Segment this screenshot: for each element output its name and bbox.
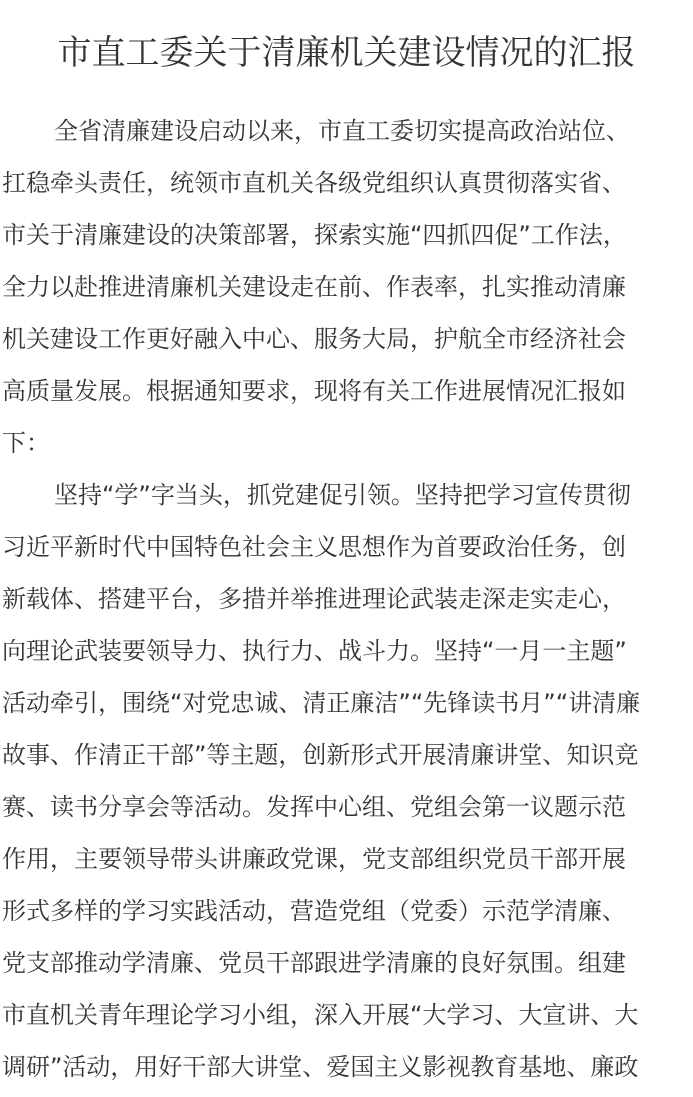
- text-line: 活动牵引，围绕“对党忠诚、清正廉洁”“先锋读书月”“讲清廉: [2, 689, 641, 717]
- document-body: [2, 105, 693, 1093]
- text-line: 形式多样的学习实践活动，营造党组（党委）示范学清廉、: [2, 897, 626, 925]
- text-line: 全省清廉建设启动以来，市直工委切实提高政治站位、: [54, 117, 630, 145]
- text-line: 调研”活动，用好干部大讲堂、爱国主义影视教育基地、廉政: [2, 1053, 639, 1081]
- text-line: 向理论武装要领导力、执行力、战斗力。坚持“一月一主题”: [2, 637, 627, 665]
- text-line: 坚持“学”字当头，抓党建促引领。坚持把学习宣传贯彻: [54, 481, 631, 509]
- text-line: 下：: [2, 429, 50, 457]
- text-line: 市直机关青年理论学习小组，深入开展“大学习、大宣讲、大: [2, 1001, 639, 1029]
- text-line: 扛稳牵头责任，统领市直机关各级党组织认真贯彻落实省、: [2, 169, 626, 197]
- text-line: 新载体、搭建平台，多措并举推进理论武装走深走实走心，: [2, 585, 626, 613]
- paragraph-intro: [2, 105, 693, 469]
- text-line: 全力以赴推进清廉机关建设走在前、作表率，扎实推动清廉: [2, 273, 626, 301]
- text-line: 习近平新时代中国特色社会主义思想作为首要政治任务，创: [2, 533, 626, 561]
- text-line: 赛、读书分享会等活动。发挥中心组、党组会第一议题示范: [2, 793, 626, 821]
- paragraph-study: [2, 469, 693, 1093]
- text-line: 机关建设工作更好融入中心、服务大局，护航全市经济社会: [2, 325, 626, 353]
- text-line: 党支部推动学清廉、党员干部跟进学清廉的良好氛围。组建: [2, 949, 626, 977]
- text-line: 市关于清廉建设的决策部署，探索实施“四抓四促”工作法，: [2, 221, 627, 249]
- document-title: 市直工委关于清廉机关建设情况的汇报: [57, 33, 636, 73]
- text-line: 高质量发展。根据通知要求，现将有关工作进展情况汇报如: [2, 377, 626, 405]
- text-line: 故事、作清正干部”等主题，创新形式开展清廉讲堂、知识竞: [2, 741, 639, 769]
- text-line: 作用，主要领导带头讲廉政党课，党支部组织党员干部开展: [2, 845, 626, 873]
